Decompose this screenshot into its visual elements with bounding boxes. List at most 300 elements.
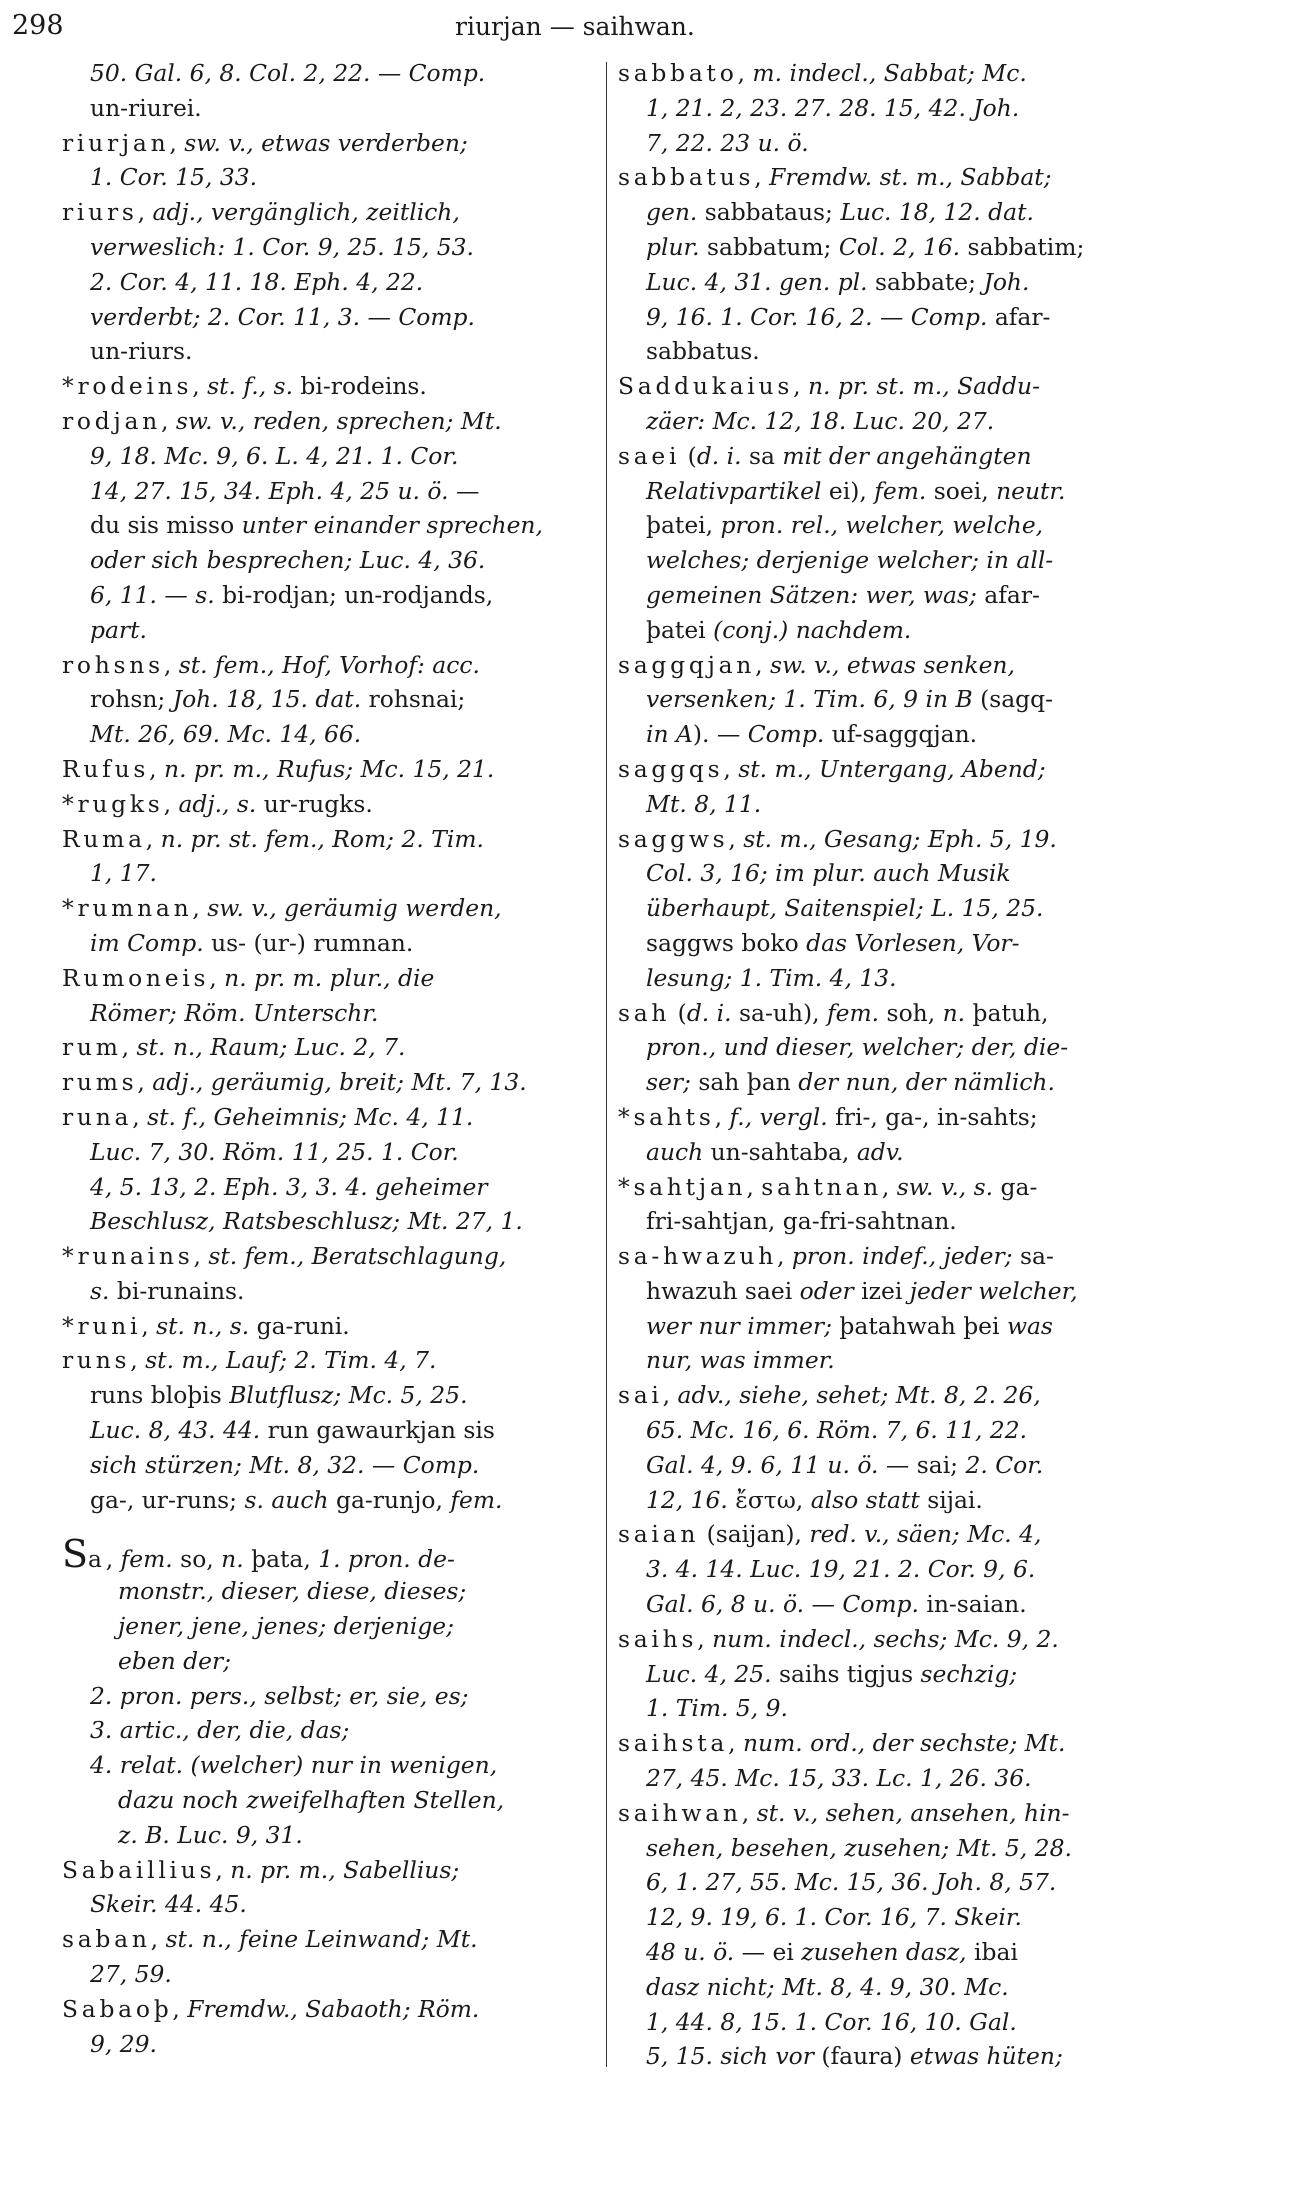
dictionary-line	[62, 1609, 598, 1644]
roman-text: ,	[132, 1102, 148, 1131]
italic-gloss: dazu noch zweifelhaften Stellen,	[118, 1786, 505, 1815]
italic-gloss: d. i.	[686, 998, 732, 1027]
italic-gloss: adv.	[856, 1137, 904, 1166]
italic-gloss: 50. Gal. 6, 8. Col. 2, 22. — Comp.	[90, 59, 486, 87]
roman-text: ,	[172, 1994, 188, 2023]
dictionary-line	[62, 1532, 598, 1577]
roman-text: runs bloþis	[90, 1381, 230, 1410]
italic-gloss: m. indecl., Sabbat; Mc.	[752, 59, 1027, 87]
roman-text: (sagq-	[972, 685, 1054, 714]
italic-gloss: n. pr. st. m., Saddu-	[807, 372, 1041, 401]
headword: riurjan	[62, 128, 170, 157]
roman-text: ,	[192, 894, 208, 923]
dictionary-line	[62, 682, 598, 717]
dictionary-line	[618, 300, 1286, 335]
page-number: 298	[12, 10, 64, 41]
dictionary-line	[618, 1135, 1286, 1170]
italic-gloss: 48 u. ö. —	[646, 1938, 766, 1967]
dictionary-line	[62, 1483, 598, 1518]
italic-gloss: welches; derjenige welcher; in all-	[646, 546, 1054, 575]
italic-gloss: der nun, der nämlich.	[798, 1068, 1055, 1097]
dictionary-line	[618, 334, 1286, 369]
dictionary-line	[618, 1170, 1286, 1205]
dictionary-line	[62, 91, 598, 126]
dictionary-line	[62, 1309, 598, 1344]
headword: *rugks	[62, 789, 164, 818]
roman-text: saihs tigjus	[771, 1659, 921, 1688]
dictionary-line	[618, 1309, 1286, 1344]
headword: *runi	[62, 1311, 142, 1340]
italic-gloss: jener, jene, jenes; derjenige;	[118, 1612, 455, 1641]
italic-gloss: adv., siehe, sehet; Mt. 8, 2. 26,	[677, 1381, 1041, 1410]
italic-gloss: in A	[646, 720, 693, 749]
italic-gloss: 3. 4. 14. Luc. 19, 21. 2. Cor. 9, 6.	[646, 1555, 1036, 1584]
dictionary-line	[62, 1992, 598, 2027]
italic-gloss: jeder welcher,	[909, 1276, 1078, 1305]
dictionary-line	[618, 682, 1286, 717]
roman-text: ,	[137, 1068, 153, 1097]
roman-text: (	[670, 998, 687, 1027]
italic-gloss: Luc. 4, 31. gen. pl.	[646, 267, 868, 296]
italic-gloss: Fremdw., Sabaoth; Röm.	[187, 1994, 480, 2023]
italic-gloss: 2. Cor.	[965, 1450, 1044, 1479]
italic-gloss: gen.	[646, 198, 698, 227]
dictionary-line	[62, 613, 598, 648]
dictionary-line	[618, 787, 1286, 822]
italic-gloss: mit der angehängten	[782, 441, 1032, 470]
italic-gloss: Beschlusz, Ratsbeschlusz; Mt. 27, 1.	[90, 1207, 523, 1236]
italic-gloss: part.	[90, 615, 147, 644]
headword: saihs	[618, 1624, 698, 1653]
headword: saian	[618, 1520, 700, 1549]
italic-gloss: 27, 45. Mc. 15, 33. Lc. 1, 26. 36.	[646, 1764, 1032, 1793]
dictionary-line	[62, 1343, 598, 1378]
dictionary-line	[62, 1100, 598, 1135]
dictionary-line	[62, 1378, 598, 1413]
roman-text: hwazuh saei	[646, 1276, 800, 1305]
roman-text: ,	[163, 789, 179, 818]
dictionary-line	[618, 1100, 1286, 1135]
roman-text: ,	[121, 1033, 137, 1062]
roman-text: ,	[163, 650, 179, 679]
italic-gloss: 9, 29.	[90, 2029, 157, 2058]
italic-gloss: num. ord., der sechste; Mt.	[742, 1729, 1066, 1758]
dictionary-line	[618, 1274, 1286, 1309]
roman-text: ,	[662, 1381, 678, 1410]
dictionary-line	[618, 891, 1286, 926]
right-column	[618, 56, 1286, 2074]
roman-text: ga-runi.	[249, 1311, 350, 1340]
dictionary-line	[618, 56, 1286, 91]
roman-text: sabbate;	[867, 267, 984, 296]
dictionary-line	[618, 2039, 1286, 2074]
italic-gloss: sw. v., s.	[896, 1172, 994, 1201]
italic-gloss: 65. Mc. 16, 6. Röm. 7, 6. 11, 22.	[646, 1416, 1028, 1445]
italic-gloss: Mt. 26, 69. Mc. 14, 66.	[90, 720, 362, 749]
roman-text: fri-, ga-, in-sahts;	[827, 1102, 1038, 1131]
roman-text: rohsn;	[90, 685, 173, 714]
italic-gloss: fem.	[450, 1485, 503, 1514]
roman-text: ga-	[993, 1172, 1038, 1201]
roman-text: uf-saggqjan.	[824, 720, 978, 749]
roman-text: ei),	[821, 476, 875, 505]
dictionary-line	[62, 265, 598, 300]
italic-gloss: st. v., sehen, ansehen, hin-	[756, 1798, 1070, 1827]
headword: runs	[62, 1346, 131, 1375]
headword: *rumnan	[62, 894, 193, 923]
dictionary-line	[62, 369, 598, 404]
italic-gloss: Gal. 6, 8 u. ö. — Comp.	[646, 1590, 919, 1619]
roman-text: afar-	[976, 580, 1040, 609]
headword: Sabaillius	[62, 1855, 216, 1884]
italic-gloss: lesung; 1. Tim. 4, 13.	[646, 963, 897, 992]
italic-gloss: 3. artic., der, die, das;	[90, 1716, 350, 1745]
roman-text: un-riurei.	[90, 93, 202, 122]
roman-text: un-sahtaba,	[703, 1137, 857, 1166]
dictionary-line	[62, 1644, 598, 1679]
italic-gloss: n.	[942, 998, 966, 1027]
dictionary-line	[618, 508, 1286, 543]
dictionary-line	[618, 1517, 1286, 1552]
dictionary-line	[618, 1587, 1286, 1622]
dictionary-line	[618, 1413, 1286, 1448]
italic-gloss: Luc. 4, 25.	[646, 1659, 772, 1688]
headword: Saddukaius	[618, 372, 794, 401]
roman-text: ,	[192, 372, 208, 401]
italic-gloss: adj., geräumig, breit; Mt. 7, 13.	[152, 1068, 527, 1097]
dictionary-line	[618, 648, 1286, 683]
italic-gloss: zäer: Mc. 12, 18. Luc. 20, 27.	[646, 406, 995, 435]
roman-text: soh,	[879, 998, 943, 1027]
italic-gloss: Luc. 8, 43. 44.	[90, 1416, 261, 1445]
italic-gloss: sw. v., etwas senken,	[769, 650, 1015, 679]
italic-gloss: Fremdw. st. m., Sabbat;	[769, 163, 1052, 192]
dictionary-line	[62, 1448, 598, 1483]
italic-gloss: 27, 59.	[90, 1960, 172, 1989]
headword: sah	[618, 998, 671, 1027]
italic-gloss: 1. pron. de-	[318, 1545, 455, 1574]
dictionary-line	[62, 1679, 598, 1714]
dictionary-line	[62, 1818, 598, 1853]
roman-text: sa	[741, 441, 783, 470]
dictionary-line	[62, 1713, 598, 1748]
headword: Rufus	[62, 754, 150, 783]
italic-gloss: st. n., Raum; Luc. 2, 7.	[136, 1033, 406, 1062]
headword: Rumoneis	[62, 963, 210, 992]
italic-gloss: verderbt; 2. Cor. 11, 3. — Comp.	[90, 302, 475, 331]
dictionary-line	[62, 578, 598, 613]
dictionary-line	[62, 822, 598, 857]
roman-text: ). —	[692, 720, 748, 749]
italic-gloss: fem.	[874, 476, 927, 505]
roman-text: ,	[754, 163, 770, 192]
headword: Sabaoþ	[62, 1994, 173, 2023]
dictionary-line	[62, 1922, 598, 1957]
italic-gloss: Col. 3, 16; im plur. auch Musik	[646, 859, 1011, 888]
italic-gloss: z. B. Luc. 9, 31.	[118, 1820, 303, 1849]
roman-text: ,	[169, 128, 185, 157]
dictionary-line	[618, 1900, 1286, 1935]
italic-gloss: fem.	[120, 1545, 173, 1574]
dictionary-line	[62, 160, 598, 195]
italic-gloss: sw. v., reden, sprechen; Mt.	[175, 406, 502, 435]
dictionary-line	[618, 1691, 1286, 1726]
headword: saggqs	[618, 754, 724, 783]
italic-gloss: 2. Cor. 4, 11. 18. Eph. 4, 22.	[90, 267, 424, 296]
dictionary-line	[62, 439, 598, 474]
roman-text: afar-	[987, 302, 1051, 331]
dictionary-line	[62, 1239, 598, 1274]
italic-gloss: n. pr. st. fem., Rom; 2. Tim.	[160, 824, 484, 853]
italic-gloss: Blutflusz; Mc. 5, 25.	[229, 1381, 468, 1410]
italic-gloss: sw. v., etwas verderben;	[184, 128, 468, 157]
italic-gloss: oder	[799, 1276, 854, 1305]
italic-gloss: Luc. 18, 12. dat.	[840, 198, 1034, 227]
italic-gloss: plur.	[646, 232, 700, 261]
dictionary-line	[618, 404, 1286, 439]
headword: Ruma	[62, 824, 146, 853]
dictionary-line	[618, 1065, 1286, 1100]
headword: a	[88, 1545, 106, 1574]
italic-gloss: st. fem., Hof, Vorhof: acc.	[178, 650, 480, 679]
headword: sai	[618, 1381, 663, 1410]
roman-text: sa-	[1012, 1242, 1054, 1271]
italic-gloss: 1. Tim. 5, 9.	[646, 1694, 788, 1723]
italic-gloss: etwas hüten;	[909, 2042, 1063, 2071]
italic-gloss: neutr.	[996, 476, 1066, 505]
dictionary-line	[618, 1726, 1286, 1761]
headword: rohsns	[62, 650, 164, 679]
roman-text: ,	[145, 824, 161, 853]
italic-gloss: Relativpartikel	[646, 476, 822, 505]
italic-gloss: Joh. 18, 15. dat.	[172, 685, 362, 714]
italic-gloss: 2. pron. pers., selbst; er, sie, es;	[90, 1681, 469, 1710]
dictionary-line	[62, 961, 598, 996]
italic-gloss: n. pr. m. plur., die	[224, 963, 435, 992]
left-column	[62, 56, 598, 2061]
italic-gloss: 1. Cor. 15, 33.	[90, 163, 258, 192]
italic-gloss: also statt	[810, 1485, 920, 1514]
roman-text: ,	[777, 1242, 792, 1271]
dictionary-line	[618, 822, 1286, 857]
dictionary-line	[618, 369, 1286, 404]
headword: saei	[618, 441, 681, 470]
italic-gloss: n. pr. m., Rufus; Mc. 15, 21.	[164, 754, 495, 783]
dictionary-line	[618, 543, 1286, 578]
italic-gloss: oder sich besprechen; Luc. 4, 36.	[90, 546, 486, 575]
dictionary-line	[618, 265, 1286, 300]
headword: *runains	[62, 1242, 194, 1271]
italic-gloss: sehen, besehen, zusehen; Mt. 5, 28.	[646, 1833, 1072, 1862]
roman-text: þatahwah þei	[831, 1311, 1007, 1340]
italic-gloss: pron., und dieser, welcher; der, die-	[646, 1033, 1069, 1062]
dictionary-line	[62, 1853, 598, 1888]
roman-text: ,	[150, 1925, 166, 1954]
dictionary-line	[618, 2005, 1286, 2040]
dictionary-line	[62, 2027, 598, 2062]
italic-gloss: Luc. 7, 30. Röm. 11, 25. 1. Cor.	[90, 1137, 459, 1166]
italic-gloss: adj., s.	[178, 789, 257, 818]
roman-text: sabbatim;	[960, 232, 1085, 261]
dictionary-line	[618, 230, 1286, 265]
italic-gloss: 4. relat. (welcher) nur in wenigen,	[90, 1751, 498, 1780]
roman-text: un-riurs.	[90, 337, 193, 366]
italic-gloss: dasz nicht; Mt. 8, 4. 9, 30. Mc.	[646, 1972, 1009, 2001]
roman-text: ,	[737, 59, 753, 87]
headword: saihwan	[618, 1798, 742, 1827]
dictionary-line	[62, 300, 598, 335]
dictionary-line	[62, 648, 598, 683]
italic-gloss: (conj.) nachdem.	[713, 615, 912, 644]
italic-gloss: ser;	[646, 1068, 691, 1097]
italic-gloss: sich stürzen; Mt. 8, 32. — Comp.	[90, 1450, 480, 1479]
dictionary-line	[62, 1413, 598, 1448]
italic-gloss: überhaupt, Saitenspiel; L. 15, 25.	[646, 894, 1044, 923]
dictionary-line	[618, 474, 1286, 509]
roman-text: ga-runjo,	[328, 1485, 451, 1514]
dictionary-line	[618, 1622, 1286, 1657]
dictionary-line	[618, 1657, 1286, 1692]
dictionary-line	[62, 195, 598, 230]
roman-text: ur-rugks.	[256, 789, 373, 818]
italic-gloss: versenken; 1. Tim. 6, 9 in B	[646, 685, 973, 714]
dictionary-line	[618, 856, 1286, 891]
italic-gloss: Skeir. 44. 45.	[90, 1890, 247, 1919]
dictionary-line	[618, 1761, 1286, 1796]
roman-text: sah þan	[690, 1068, 799, 1097]
headword: rums	[62, 1068, 138, 1097]
italic-gloss: red. v., säen; Mc. 4,	[809, 1520, 1042, 1549]
roman-text: ,	[160, 406, 176, 435]
italic-gloss: 6, 1. 27, 55. Mc. 15, 36. Joh. 8, 57.	[646, 1868, 1057, 1897]
italic-gloss: pron. indef., jeder;	[791, 1242, 1013, 1271]
dictionary-line	[618, 578, 1286, 613]
roman-text: sai;	[909, 1450, 966, 1479]
italic-gloss: sechzig;	[920, 1659, 1018, 1688]
roman-text: saggws boko	[646, 928, 807, 957]
roman-text: ,	[746, 1172, 762, 1201]
italic-gloss: 5, 15. sich vor	[646, 2042, 814, 2071]
italic-gloss: verweslich: 1. Cor. 9, 25. 15, 53.	[90, 232, 474, 261]
roman-text: ,	[141, 1311, 157, 1340]
roman-text: (	[680, 441, 697, 470]
italic-gloss: Mt. 8, 11.	[646, 789, 762, 818]
dictionary-line	[618, 1552, 1286, 1587]
dictionary-line	[618, 1831, 1286, 1866]
column-divider	[606, 62, 607, 2067]
dictionary-line	[618, 1970, 1286, 2005]
dictionary-line	[618, 126, 1286, 161]
roman-text: sabbatus.	[646, 337, 760, 366]
dictionary-line	[62, 1574, 598, 1609]
italic-gloss: monstr., dieser, diese, dieses;	[118, 1577, 467, 1606]
roman-text: du sis misso	[90, 511, 242, 540]
dictionary-line	[62, 508, 598, 543]
dictionary-line	[62, 474, 598, 509]
dictionary-line	[62, 1065, 598, 1100]
headword: *sahts	[618, 1102, 715, 1131]
roman-text: so,	[172, 1545, 222, 1574]
dictionary-line	[618, 1378, 1286, 1413]
italic-gloss: auch	[646, 1137, 704, 1166]
dictionary-line	[62, 856, 598, 891]
roman-text: ,	[105, 1545, 121, 1574]
italic-gloss: pron. rel., welcher, welche,	[720, 511, 1044, 540]
headword: rodjan	[62, 406, 161, 435]
headword: rum	[62, 1033, 122, 1062]
dictionary-line	[618, 1935, 1286, 1970]
dictionary-line	[62, 1957, 598, 1992]
roman-text: sabbataus;	[697, 198, 841, 227]
roman-text: ,	[728, 1729, 743, 1758]
dictionary-line	[62, 230, 598, 265]
dictionary-line	[62, 404, 598, 439]
dictionary-line	[62, 891, 598, 926]
italic-gloss: 12, 9. 19, 6. 1. Cor. 16, 7. Skeir.	[646, 1903, 1022, 1932]
dictionary-line	[618, 91, 1286, 126]
roman-text: bi-rodeins.	[293, 372, 427, 401]
dictionary-line	[618, 1865, 1286, 1900]
italic-gloss: fem.	[827, 998, 880, 1027]
roman-text: þatei	[646, 615, 714, 644]
roman-text: ,	[193, 1242, 209, 1271]
italic-gloss: adj., vergänglich, zeitlich,	[152, 198, 460, 227]
dictionary-line	[62, 1783, 598, 1818]
dictionary-line	[62, 1274, 598, 1309]
roman-text: ,	[881, 1172, 897, 1201]
roman-text: ga-, ur-runs;	[90, 1485, 245, 1514]
roman-text: in-saian.	[918, 1590, 1027, 1619]
italic-gloss: st. m., Untergang, Abend;	[738, 754, 1046, 783]
roman-text: ,	[130, 1346, 146, 1375]
dictionary-line	[62, 1204, 598, 1239]
roman-text: rohsnai;	[361, 685, 466, 714]
roman-text: bi-runains.	[109, 1276, 245, 1305]
dictionary-line	[62, 717, 598, 752]
italic-gloss: wer nur immer;	[646, 1311, 832, 1340]
roman-text: ,	[728, 824, 744, 853]
italic-gloss: 1, 21. 2, 23. 27. 28. 15, 42. Joh.	[646, 93, 1020, 122]
roman-text: þatuh,	[965, 998, 1049, 1027]
headword: sa-hwazuh	[618, 1242, 778, 1271]
italic-gloss: f., vergl.	[729, 1102, 828, 1131]
roman-text: ἔστω,	[727, 1485, 811, 1514]
italic-gloss: Römer; Röm. Unterschr.	[90, 998, 379, 1027]
dictionary-line	[618, 1239, 1286, 1274]
italic-gloss: eben der;	[118, 1646, 232, 1675]
italic-gloss: st. fem., Beratschlagung,	[208, 1242, 507, 1271]
italic-gloss: s.	[90, 1276, 110, 1305]
roman-text: fri-sahtjan, ga-fri-sahtnan.	[646, 1207, 957, 1236]
roman-text: þatei,	[646, 511, 721, 540]
dictionary-line	[618, 961, 1286, 996]
italic-gloss: 1, 17.	[90, 859, 157, 888]
italic-gloss: sw. v., geräumig werden,	[207, 894, 502, 923]
dictionary-line	[618, 752, 1286, 787]
italic-gloss: Col. 2, 16.	[838, 232, 961, 261]
roman-text: ibai	[966, 1938, 1018, 1967]
italic-gloss: gemeinen Sätzen: wer, was;	[646, 580, 977, 609]
headword: *sahtjan	[618, 1172, 747, 1201]
roman-text: run gawaurkjan sis	[260, 1416, 495, 1445]
italic-gloss: 6, 11. — s.	[90, 580, 215, 609]
italic-gloss: Comp.	[747, 720, 825, 749]
roman-text: (saijan),	[699, 1520, 810, 1549]
roman-text: izei	[853, 1276, 910, 1305]
italic-gloss: Joh.	[983, 267, 1030, 296]
dictionary-line	[62, 56, 598, 91]
roman-text: þata,	[243, 1545, 319, 1574]
